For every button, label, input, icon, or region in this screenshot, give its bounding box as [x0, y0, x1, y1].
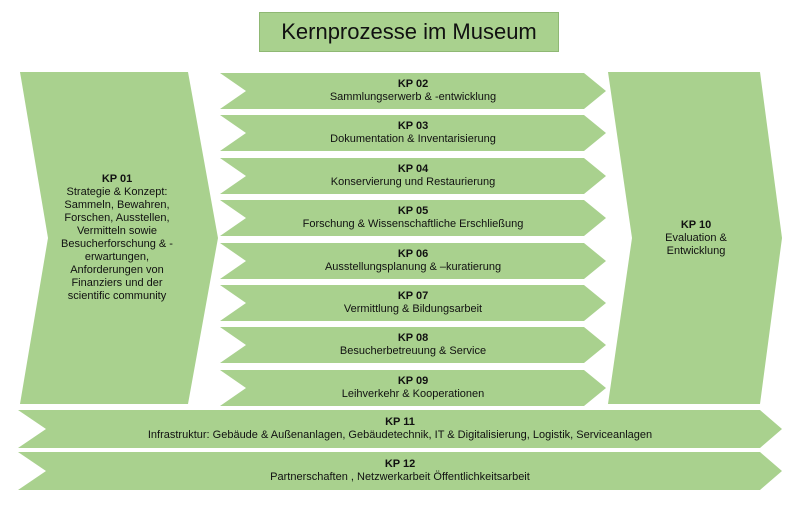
kp10-label — [636, 200, 756, 276]
kp10-code: KP 10 — [680, 218, 712, 231]
kp07-label — [240, 285, 586, 321]
kp04-code: KP 04 — [397, 163, 429, 175]
kp09-text: Leihverkehr & Kooperationen — [341, 388, 485, 400]
kp12-label — [60, 452, 740, 490]
kp06-code: KP 06 — [397, 248, 429, 260]
kp09-code: KP 09 — [397, 375, 429, 387]
kp11-code: KP 11 — [385, 416, 415, 428]
kp07-text: Vermittlung & Bildungsarbeit — [343, 303, 483, 315]
kp08-code: KP 08 — [397, 332, 429, 344]
kp03-label — [240, 115, 586, 151]
kp03-text: Dokumentation & Inventarisierung — [330, 133, 496, 145]
kp02-text: Sammlungserwerb & -entwicklung — [329, 91, 497, 103]
kp01-label — [52, 150, 182, 326]
kp12-code: KP 12 — [384, 458, 416, 470]
kp08-label — [240, 327, 586, 363]
kp09-label — [240, 370, 586, 406]
kp05-text: Forschung & Wissenschaftliche Erschließung — [302, 218, 524, 230]
kp04-text: Konservierung und Restaurierung — [330, 176, 496, 188]
kp06-text: Ausstellungsplanung & –kuratierung — [324, 261, 502, 273]
diagram-title: Kernprozesse im Museum — [259, 12, 559, 52]
kp11-label — [60, 410, 740, 448]
kp01-text: Strategie & Konzept: Sammeln, Bewahren, Forschen, Ausstellen, Vermitteln sowie Besucherforschung & - erwartungen, Anforderungen von Finanziers und der scientific community — [61, 186, 173, 302]
kp01-code: KP 01 — [101, 173, 133, 185]
kp02-label — [240, 73, 586, 109]
kp05-label — [240, 200, 586, 236]
kp06-label — [240, 243, 586, 279]
kp12-text: Partnerschaften , Netzwerkarbeit Öffentlichkeitsarbeit — [270, 471, 530, 483]
kp02-code: KP 02 — [397, 78, 429, 90]
kp04-label — [240, 158, 586, 194]
kp10-text: Evaluation & Entwicklung — [665, 231, 727, 257]
kp03-code: KP 03 — [397, 120, 429, 132]
kp05-code: KP 05 — [397, 205, 429, 217]
kp07-code: KP 07 — [397, 290, 429, 302]
kp11-text: Infrastruktur: Gebäude & Außenanlagen, Gebäudetechnik, IT & Digitalisierung, Logistik, Serviceanlagen — [147, 429, 653, 441]
kp08-text: Besucherbetreuung & Service — [339, 345, 487, 357]
